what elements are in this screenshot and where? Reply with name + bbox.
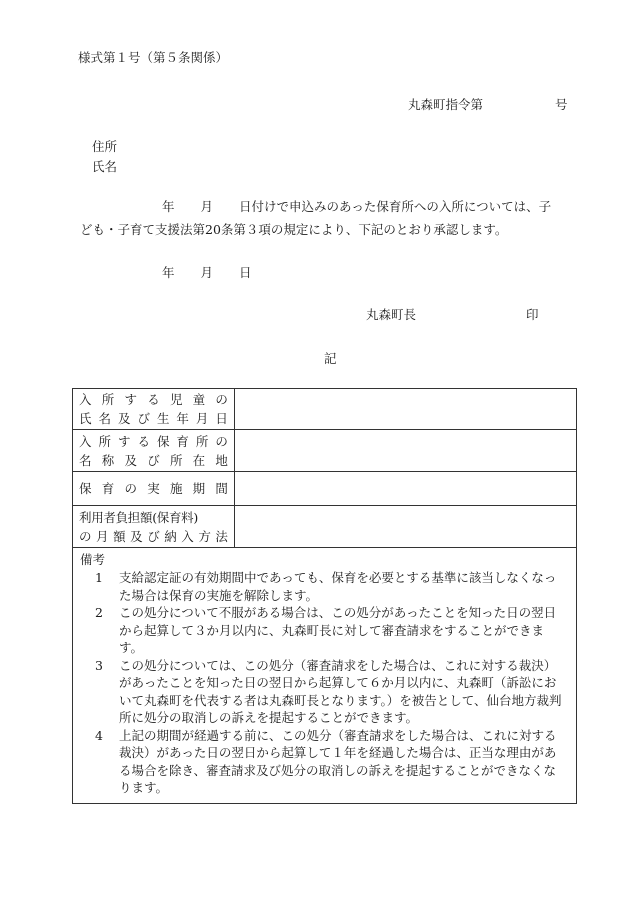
- ki-heading: 記: [324, 351, 337, 366]
- document-number: [408, 95, 568, 113]
- label-line: 保 育 の 実 施 期 間: [79, 480, 228, 496]
- doc-number-prefix: 丸森町指令第: [408, 97, 484, 112]
- body-text-line2: ども・子育て支援法第20条第３項の規定により、下記のとおり承認します。: [80, 222, 508, 237]
- body-month: 月: [200, 199, 214, 214]
- note-number: 4: [95, 727, 103, 743]
- note-text: この処分について不服がある場合は、この処分があったことを知った日の翌日から起算して３か月以内に、丸森町長に対して審査請求をすることができます。: [119, 605, 557, 655]
- note-item: [80, 657, 566, 727]
- care-period-field[interactable]: [235, 472, 577, 506]
- label-line: 名 称 及 び 所 在 地: [79, 452, 228, 468]
- issuer: [366, 305, 539, 323]
- note-number: 2: [95, 605, 103, 620]
- note-text: この処分については、この処分（審査請求をした場合は、これに対する裁決）があったことを知った日の翌日から起算して６か月以内に、丸森町（訴訟において丸森町を代表する者は丸森町長となります。）を被告として、仙台地方裁判所に処分の取消しの訴えを提起することができます。: [119, 657, 562, 725]
- detail-table: [72, 388, 577, 804]
- issue-date: [162, 263, 252, 281]
- doc-number-suffix: 号: [555, 97, 568, 112]
- row-label: [73, 472, 235, 506]
- label-line: 入 所 す る 保 育 所 の: [79, 433, 228, 449]
- fee-payment-field[interactable]: [235, 506, 577, 548]
- remarks-row: [73, 548, 577, 804]
- row-label: [73, 506, 235, 548]
- remarks-cell: [73, 548, 577, 804]
- name-label: 氏名: [92, 159, 118, 174]
- seal-mark: 印: [526, 307, 539, 322]
- table-row: [73, 506, 577, 548]
- note-number: 3: [95, 657, 103, 673]
- body-year: 年: [162, 199, 175, 214]
- child-name-birthdate-field[interactable]: [235, 389, 577, 430]
- note-text: 支給認定証の有効期間中であっても、保育を必要とする基準に該当しなくなった場合は保育の実施を解除します。: [119, 570, 557, 603]
- label-line: 利用者負担額(保育料): [79, 509, 198, 525]
- label-line: の 月 額 及 び 納 入 方 法: [79, 528, 228, 544]
- table-row: [73, 430, 577, 472]
- form-label: 様式第１号（第５条関係）: [78, 50, 229, 65]
- note-number: 1: [95, 570, 103, 585]
- table-row: [73, 389, 577, 430]
- body-text-line1: [162, 197, 551, 215]
- nursery-name-address-field[interactable]: [235, 430, 577, 472]
- row-label: [73, 389, 235, 430]
- date-year: 年: [162, 265, 175, 280]
- label-line: 氏 名 及 び 生 年 月 日: [79, 411, 228, 426]
- date-day: 日: [239, 265, 252, 280]
- note-item: [80, 604, 566, 657]
- row-label: [73, 430, 235, 472]
- table-row: [73, 472, 577, 506]
- remarks-title: 備考: [80, 552, 106, 567]
- note-item: [80, 727, 566, 797]
- body-text-rest: 日付けで申込みのあった保育所への入所については、子: [239, 199, 552, 214]
- date-month: 月: [200, 265, 214, 280]
- mayor-title: 丸森町長: [366, 307, 417, 322]
- note-item: [80, 569, 566, 604]
- address-label: 住所: [92, 139, 118, 154]
- label-line: 入 所 す る 児 童 の: [79, 392, 228, 407]
- note-text: 上記の期間が経過する前に、この処分（審査請求をした場合は、これに対する裁決）があった日の翌日から起算して１年を経過した場合は、正当な理由がある場合を除き、審査請求及び処分の取消しの訴えを提起することができなくなります。: [119, 727, 557, 795]
